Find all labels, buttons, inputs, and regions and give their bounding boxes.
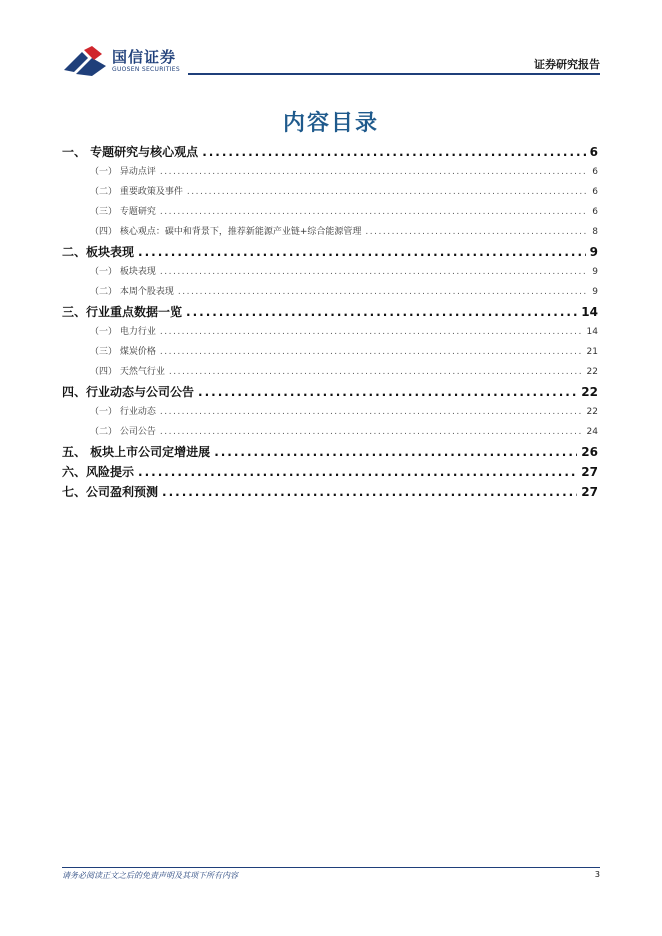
toc-entry-label: （二） 本周个股表现 [90, 287, 174, 297]
footer-page-number: 3 [594, 870, 600, 879]
toc-entry-page: 22 [586, 367, 598, 377]
toc-section-entry[interactable] [62, 482, 598, 502]
toc-entry-page: 14 [586, 327, 598, 337]
toc-entry-label: 三、行业重点数据一览 [62, 305, 183, 319]
toc-dot-leader [160, 162, 588, 182]
toc-entry-page: 6 [592, 187, 598, 197]
toc-entry-page: 14 [581, 305, 598, 319]
toc-entry-label: （一） 行业动态 [90, 407, 156, 417]
toc-section-entry[interactable] [62, 302, 598, 322]
toc-entry-label: （一） 异动点评 [90, 167, 156, 177]
toc-subsection-entry[interactable] [62, 162, 598, 182]
toc-section-entry[interactable] [62, 462, 598, 482]
page-header [0, 0, 662, 80]
toc-dot-leader [202, 142, 585, 162]
footer-disclaimer: 请务必阅读正文之后的免责声明及其项下所有内容 [62, 871, 238, 880]
toc-subsection-entry[interactable] [62, 322, 598, 342]
header-divider [188, 73, 600, 75]
toc-entry-label: 二、板块表现 [62, 245, 135, 259]
toc-entry-page: 6 [592, 207, 598, 217]
toc-section-entry[interactable] [62, 442, 598, 462]
toc-entry-page: 22 [581, 385, 598, 399]
toc-subsection-entry[interactable] [62, 182, 598, 202]
toc-dot-leader [178, 282, 588, 302]
toc-dot-leader [169, 362, 583, 382]
toc-dot-leader [138, 462, 577, 482]
toc-entry-label: （二） 公司公告 [90, 427, 156, 437]
toc-entry-label: 六、风险提示 [62, 465, 135, 479]
toc-entry-page: 9 [589, 245, 598, 259]
toc-dot-leader [187, 182, 588, 202]
toc-title: 内容目录 [282, 111, 379, 136]
toc-dot-leader [365, 222, 588, 242]
toc-entry-label: （一） 电力行业 [90, 327, 156, 337]
toc-subsection-entry[interactable] [62, 262, 598, 282]
table-of-contents [62, 142, 598, 502]
toc-dot-leader [162, 482, 577, 502]
logo-mark-icon [62, 44, 108, 78]
toc-entry-label: 七、公司盈利预测 [62, 485, 159, 499]
toc-subsection-entry[interactable] [62, 282, 598, 302]
toc-entry-page: 6 [592, 167, 598, 177]
toc-entry-page: 22 [586, 407, 598, 417]
toc-subsection-entry[interactable] [62, 342, 598, 362]
toc-dot-leader [214, 442, 577, 462]
report-type-label: 证券研究报告 [534, 58, 600, 71]
toc-dot-leader [160, 322, 583, 342]
toc-entry-page: 24 [586, 427, 598, 437]
toc-section-entry[interactable] [62, 242, 598, 262]
logo-english-name: GUOSEN SECURITIES [112, 66, 181, 73]
toc-subsection-entry[interactable] [62, 362, 598, 382]
toc-dot-leader [160, 202, 588, 222]
toc-entry-page: 26 [581, 445, 598, 459]
toc-subsection-entry[interactable] [62, 222, 598, 242]
toc-entry-label: （三） 专题研究 [90, 207, 156, 217]
toc-dot-leader [160, 262, 588, 282]
toc-entry-label: （三） 煤炭价格 [90, 347, 156, 357]
toc-subsection-entry[interactable] [62, 422, 598, 442]
toc-entry-page: 8 [592, 227, 598, 237]
toc-entry-page: 9 [592, 287, 598, 297]
toc-entry-label: （一） 板块表现 [90, 267, 156, 277]
toc-entry-page: 27 [581, 485, 598, 499]
toc-dot-leader [186, 302, 577, 322]
toc-entry-label: 一、 专题研究与核心观点 [62, 145, 199, 159]
toc-entry-label: （四） 天然气行业 [90, 367, 165, 377]
toc-entry-page: 27 [581, 465, 598, 479]
toc-entry-label: 五、 板块上市公司定增进展 [62, 445, 211, 459]
toc-dot-leader [160, 342, 583, 362]
toc-entry-page: 6 [589, 145, 598, 159]
toc-entry-label: 四、行业动态与公司公告 [62, 385, 195, 399]
toc-entry-label: （四） 核心观点：碳中和背景下，推荐新能源产业链+综合能源管理 [90, 227, 362, 237]
footer-divider [62, 867, 600, 868]
toc-entry-page: 21 [586, 347, 598, 357]
toc-section-entry[interactable] [62, 142, 598, 162]
guosen-logo [62, 44, 187, 80]
toc-subsection-entry[interactable] [62, 202, 598, 222]
toc-subsection-entry[interactable] [62, 402, 598, 422]
toc-dot-leader [138, 242, 586, 262]
toc-entry-page: 9 [592, 267, 598, 277]
toc-entry-label: （二） 重要政策及事件 [90, 187, 183, 197]
toc-dot-leader [160, 422, 583, 442]
toc-dot-leader [198, 382, 577, 402]
toc-section-entry[interactable] [62, 382, 598, 402]
toc-dot-leader [160, 402, 583, 422]
logo-chinese-name: 国信证券 [112, 48, 177, 66]
